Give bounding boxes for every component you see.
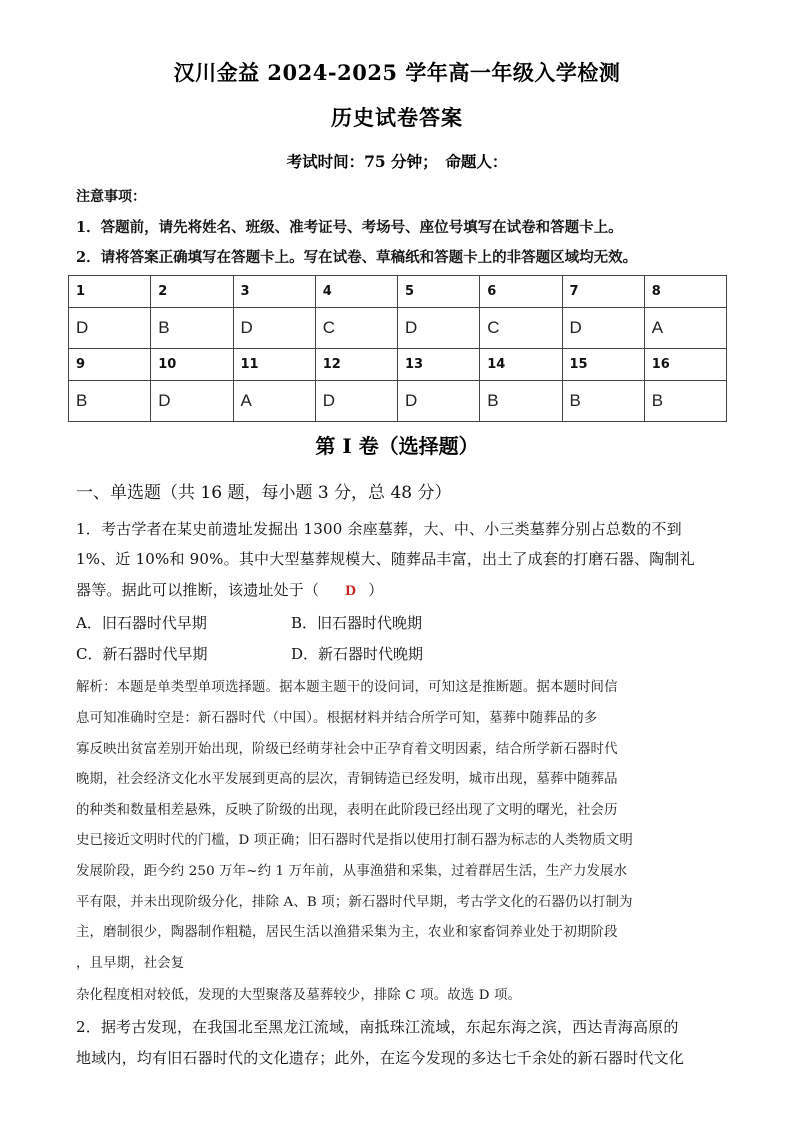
- explanation-line: 平有限，并未出现阶级分化，排除 A、B 项；新石器时代早期，考古学文化的石器仍以打制为: [76, 895, 633, 910]
- answer-cell: D: [398, 381, 480, 422]
- question-number: 12: [315, 349, 397, 381]
- answer-table-number-row: [69, 349, 727, 381]
- answer-cell: B: [480, 381, 562, 422]
- option-d: D．新石器时代晚期: [291, 645, 424, 663]
- explanation-line: 的种类和数量相差悬殊，反映了阶级的出现，表明在此阶段已经出现了文明的曙光，社会历: [76, 803, 618, 818]
- answer-cell: B: [69, 381, 151, 422]
- answer-cell: D: [69, 308, 151, 349]
- explanation-line: 杂化程度相对较低，发现的大型聚落及墓葬较少，排除 C 项。故选 D 项。: [76, 988, 522, 1003]
- question-number: 10: [151, 349, 233, 381]
- answer-cell: C: [480, 308, 562, 349]
- question1-answer: D: [345, 583, 357, 599]
- explanation-line: 发展阶段，距今约 250 万年~约 1 万年前，从事渔猎和采集，过着群居生活，生产力发展水: [76, 864, 628, 879]
- notice-heading: 注意事项：: [76, 189, 146, 205]
- question1-stem-line: [76, 579, 383, 600]
- answer-cell: C: [315, 308, 397, 349]
- question-number: 8: [644, 276, 726, 308]
- explanation-line: 史已接近文明时代的门槛，D 项正确；旧石器时代是指以使用打制石器为标志的人类物质文明: [76, 833, 633, 848]
- explanation-line: 晚期，社会经济文化水平发展到更高的层次，青铜铸造已经发明，城市出现，墓葬中随葬品: [76, 772, 618, 787]
- question-number: 2: [151, 276, 233, 308]
- answer-cell: A: [644, 308, 726, 349]
- question-number: 4: [315, 276, 397, 308]
- answer-cell: D: [562, 308, 644, 349]
- answer-cell: A: [233, 381, 315, 422]
- part-title: 一、单选题（共 16 题，每小题 3 分，总 48 分）: [76, 483, 452, 503]
- answer-cell: D: [233, 308, 315, 349]
- question-number: 6: [480, 276, 562, 308]
- answer-table-answer-row: [69, 308, 727, 349]
- question2-stem-line: 地域内，均有旧石器时代的文化遗存；此外，在迄今发现的多达七千余处的新石器时代文化: [76, 1049, 685, 1067]
- question-number: 3: [233, 276, 315, 308]
- answer-cell: B: [644, 381, 726, 422]
- document-subtitle: 历史试卷答案: [331, 105, 463, 130]
- question-number: 16: [644, 349, 726, 381]
- answer-table: [68, 275, 727, 422]
- question-number: 11: [233, 349, 315, 381]
- document-title: 汉川金益 2024-2025 学年高一年级入学检测: [173, 60, 621, 85]
- explanation-line: ，且早期，社会复: [76, 956, 185, 971]
- section-title: 第 I 卷（选择题）: [315, 434, 479, 458]
- question1-stem-line: 1%、近 10%和 90%。其中大型墓葬规模大、随葬品丰富，出土了成套的打磨石器、陶制礼: [76, 550, 695, 568]
- option-b: B．旧石器时代晚期: [291, 614, 423, 632]
- answer-cell: B: [151, 308, 233, 349]
- answer-cell: B: [562, 381, 644, 422]
- explanation-line: 寡反映出贫富差别开始出现，阶级已经萌芽社会中正孕育着文明因素，结合所学新石器时代: [76, 742, 618, 757]
- notice-item: 1．答题前，请先将姓名、班级、准考证号、考场号、座位号填写在试卷和答题卡上。: [76, 219, 623, 236]
- question-number: 14: [480, 349, 562, 381]
- notice-item: 2．请将答案正确填写在答题卡上。写在试卷、草稿纸和答题卡上的非答题区域均无效。: [76, 249, 638, 266]
- question2-stem-line: 2．据考古发现，在我国北至黑龙江流域，南抵珠江流域，东起东海之滨，西达青海高原的: [76, 1018, 679, 1036]
- answer-cell: D: [315, 381, 397, 422]
- answer-table-number-row: [69, 276, 727, 308]
- question-number: 1: [69, 276, 151, 308]
- question1-stem-end: ）: [368, 581, 384, 599]
- exam-info: 考试时间：75 分钟； 命题人：: [286, 152, 508, 171]
- explanation-line: 主，磨制很少，陶器制作粗糙，居民生活以渔猎采集为主，农业和家畜饲养业处于初期阶段: [76, 925, 618, 940]
- answer-cell: D: [398, 308, 480, 349]
- option-c: C．新石器时代早期: [76, 645, 208, 663]
- question-number: 15: [562, 349, 644, 381]
- question-number: 5: [398, 276, 480, 308]
- question1-stem-line: 1．考古学者在某史前遗址发掘出 1300 余座墓葬，大、中、小三类墓葬分别占总数的不到: [76, 520, 682, 538]
- question1-stem-text: 器等。据此可以推断，该遗址处于（: [76, 581, 320, 599]
- explanation-line: 息可知准确时空是：新石器时代（中国）。根据材料并结合所学可知，墓葬中随葬品的多: [76, 711, 598, 726]
- question-number: 7: [562, 276, 644, 308]
- explanation-line: 解析：本题是单类型单项选择题。据本题主题干的设问词，可知这是推断题。据本题时间信: [76, 680, 618, 695]
- answer-cell: D: [151, 381, 233, 422]
- question-number: 9: [69, 349, 151, 381]
- question-number: 13: [398, 349, 480, 381]
- answer-table-answer-row: [69, 381, 727, 422]
- option-a: A．旧石器时代早期: [76, 614, 207, 632]
